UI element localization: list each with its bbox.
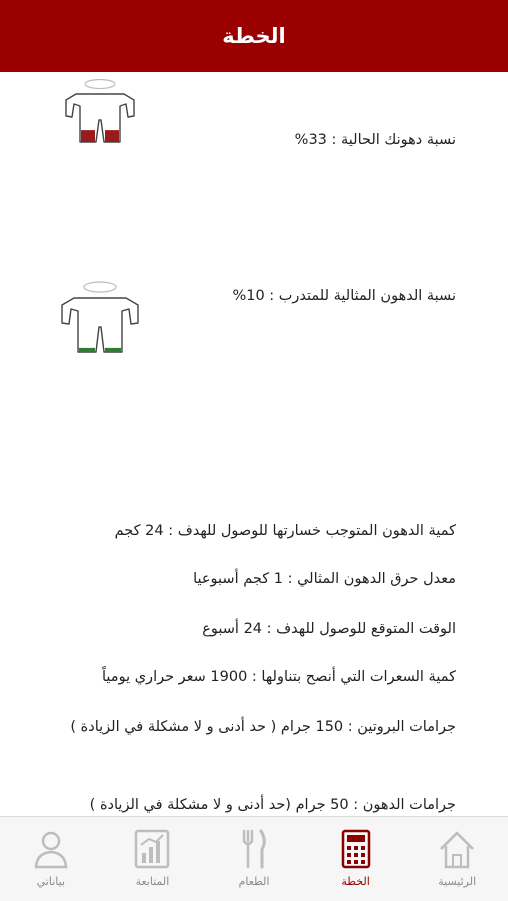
fat-to-lose-item: كمية الدهون المتوجب خسارتها للوصول للهدف : 24 كجم bbox=[114, 523, 456, 539]
nav-tracking[interactable] bbox=[102, 817, 204, 901]
ideal-body-fat-figure-icon bbox=[56, 278, 144, 358]
fat-grams-item: جرامات الدهون : 50 جرام (حد أدنى و لا مشكلة في الزيادة ) bbox=[89, 797, 456, 813]
nav-home[interactable] bbox=[406, 817, 508, 901]
nav-plan[interactable] bbox=[305, 817, 407, 901]
nav-mydata[interactable] bbox=[0, 817, 102, 901]
ideal-fat-text: نسبة الدهون المثالية للمتدرب : 10% bbox=[232, 288, 456, 304]
current-body-fat-figure-icon bbox=[60, 76, 140, 148]
nav-food[interactable] bbox=[203, 817, 305, 901]
current-fat-fill-left bbox=[81, 130, 95, 142]
nav-tracking-label: المتابعة bbox=[135, 875, 170, 888]
burn-rate-item: معدل حرق الدهون المثالي : 1 كجم أسبوعيا bbox=[193, 571, 456, 587]
app-header bbox=[0, 0, 508, 72]
ideal-fat-fill-right bbox=[105, 348, 121, 352]
calculator-icon bbox=[336, 827, 376, 871]
user-icon bbox=[31, 827, 71, 871]
plan-content[interactable] bbox=[0, 72, 508, 816]
nav-food-label: الطعام bbox=[238, 875, 270, 888]
home-icon bbox=[437, 827, 477, 871]
chart-icon bbox=[132, 827, 172, 871]
bottom-navigation bbox=[0, 816, 508, 901]
page-title: الخطة bbox=[222, 24, 286, 48]
expected-time-item: الوقت المتوقع للوصول للهدف : 24 أسبوع bbox=[202, 621, 456, 637]
nav-mydata-label: بياناتي bbox=[36, 875, 66, 888]
current-fat-text: نسبة دهونك الحالية : 33% bbox=[294, 132, 456, 148]
ideal-fat-fill-left bbox=[79, 348, 95, 352]
current-fat-fill-right bbox=[105, 130, 119, 142]
nav-plan-label: الخطة bbox=[341, 875, 370, 888]
protein-item: جرامات البروتين : 150 جرام ( حد أدنى و لا مشكلة في الزيادة ) bbox=[70, 719, 456, 735]
nav-home-label: الرئيسية bbox=[438, 875, 477, 888]
fork-knife-icon bbox=[234, 827, 274, 871]
calories-item: كمية السعرات التي أنصح بتناولها : 1900 سعر حراري يومياً bbox=[102, 669, 456, 685]
